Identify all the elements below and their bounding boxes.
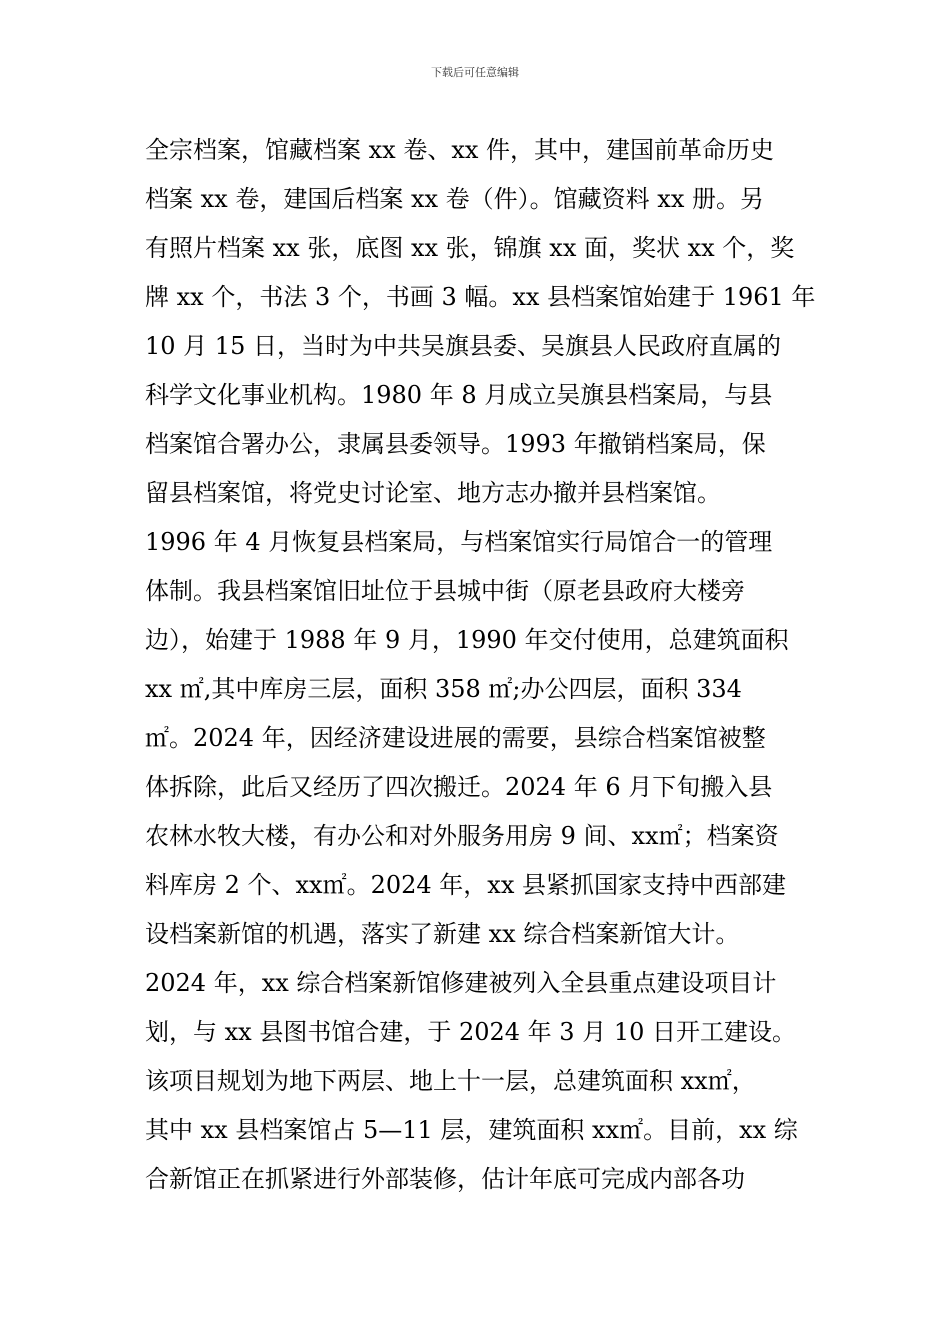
text-line: 全宗档案，馆藏档案 xx 卷、xx 件，其中，建国前革命历史 — [145, 136, 775, 164]
text-line: 科学文化事业机构。1980 年 8 月成立吴旗县档案局，与县 — [145, 381, 773, 409]
text-line: 2024 年，xx 综合档案新馆修建被列入全县重点建设项目计 — [145, 969, 777, 997]
text-line: 档案馆合署办公，隶属县委领导。1993 年撤销档案局，保 — [145, 430, 766, 458]
text-line: 留县档案馆，将党史讨论室、地方志办撤并县档案馆。 — [145, 479, 721, 507]
text-line: 合新馆正在抓紧进行外部装修，估计年底可完成内部各功 — [145, 1165, 745, 1193]
header-note: 下载后可任意编辑 — [431, 66, 519, 79]
text-line: xx ㎡,其中库房三层，面积 358 ㎡;办公四层，面积 334 — [145, 675, 742, 703]
text-line: 其中 xx 县档案馆占 5—11 层，建筑面积 xx㎡。目前，xx 综 — [145, 1116, 798, 1144]
text-line: 有照片档案 xx 张，底图 xx 张，锦旗 xx 面，奖状 xx 个，奖 — [145, 234, 795, 262]
text-line: 1996 年 4 月恢复县档案局，与档案馆实行局馆合一的管理 — [145, 528, 773, 556]
text-line: 10 月 15 日，当时为中共吴旗县委、吴旗县人民政府直属的 — [145, 332, 781, 360]
body-paragraph — [145, 126, 835, 1204]
text-line: 农林水牧大楼，有办公和对外服务用房 9 间、xx㎡；档案资 — [145, 822, 779, 850]
text-line: 该项目规划为地下两层、地上十一层，总建筑面积 xx㎡， — [145, 1067, 756, 1095]
text-line: ㎡。2024 年，因经济建设进展的需要，县综合档案馆被整 — [145, 724, 766, 752]
text-line: 体拆除，此后又经历了四次搬迁。2024 年 6 月下旬搬入县 — [145, 773, 773, 801]
text-line: 档案 xx 卷，建国后档案 xx 卷（件）。馆藏资料 xx 册。另 — [145, 185, 764, 213]
text-line: 设档案新馆的机遇，落实了新建 xx 综合档案新馆大计。 — [145, 920, 740, 948]
text-line: 料库房 2 个、xx㎡。2024 年，xx 县紧抓国家支持中西部建 — [145, 871, 787, 899]
text-line: 边），始建于 1988 年 9 月，1990 年交付使用，总建筑面积 — [145, 626, 789, 654]
text-line: 体制。我县档案馆旧址位于县城中街（原老县政府大楼旁 — [145, 577, 745, 605]
text-line: 牌 xx 个，书法 3 个，书画 3 幅。xx 县档案馆始建于 1961 年 — [145, 283, 816, 311]
text-line: 划，与 xx 县图书馆合建，于 2024 年 3 月 10 日开工建设。 — [145, 1018, 796, 1046]
